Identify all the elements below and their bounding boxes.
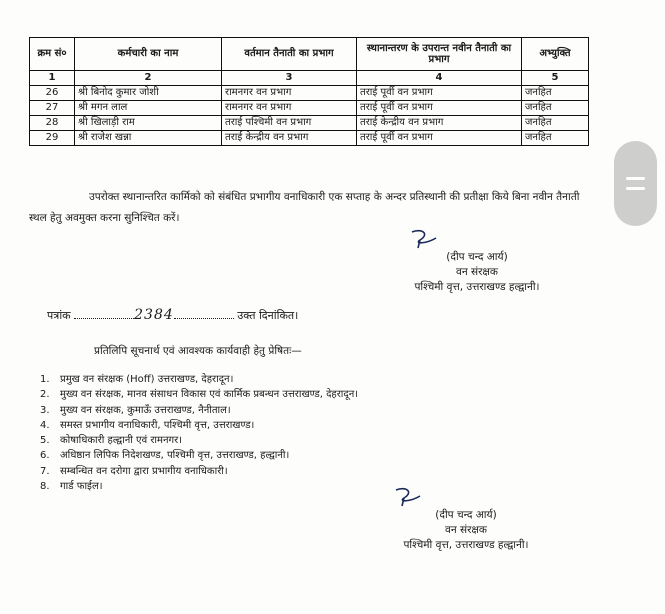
reference-line xyxy=(47,307,298,323)
signature-mark-icon xyxy=(392,228,452,250)
signature-block-1 xyxy=(392,228,562,295)
table-row xyxy=(30,101,589,116)
col-header-remark: अभ्युक्ति xyxy=(522,38,589,71)
row-name: श्री राजेश खन्ना xyxy=(75,131,222,146)
column-number-row xyxy=(30,71,589,86)
copy-list xyxy=(40,372,358,494)
row-new: तराई पूर्वी वन प्रभाग xyxy=(357,131,522,146)
row-current: रामनगर वन प्रभाग xyxy=(222,101,357,116)
col-number: 5 xyxy=(522,71,589,86)
row-new: तराई केन्द्रीय वन प्रभाग xyxy=(357,116,522,131)
row-remark: जनहित xyxy=(522,131,589,146)
row-current: रामनगर वन प्रभाग xyxy=(222,86,357,101)
row-new: तराई पूर्वी वन प्रभाग xyxy=(357,86,522,101)
copy-heading: प्रतिलिपि सूचनार्थ एवं आवश्यक कार्यवाही हेतु प्रेषितः— xyxy=(94,345,302,357)
row-name: श्री बिनोद कुमार जोशी xyxy=(75,86,222,101)
row-sno: 29 xyxy=(30,131,75,146)
signatory-name: (दीप चन्द आर्य) xyxy=(435,509,497,521)
col-header-sno: क्रम सं० xyxy=(30,38,75,71)
list-item: 2. मुख्य वन संरक्षक, मानव संसाधन विकास एवं कार्मिक प्रबन्धन उत्तराखण्ड, देहरादून। xyxy=(40,389,359,401)
instruction-paragraph: उपरोक्त स्थानान्तरित कार्मिको को संबंधित प्रभागीय वनाधिकारी एक सप्ताह के अन्दर प्रतिस्थानी की प्रतीक्षा किये बिना नवीन तैनाती स्थल हेतु अवमुक्त करना सुनिश्चित करें। xyxy=(29,191,580,224)
row-remark: जनहित xyxy=(522,101,589,116)
reference-label: पत्रांक xyxy=(47,309,71,322)
row-new: तराई पूर्वी वन प्रभाग xyxy=(357,101,522,116)
row-sno: 28 xyxy=(30,116,75,131)
table-row xyxy=(30,131,589,146)
col-number: 1 xyxy=(30,71,75,86)
reference-number: 2384 xyxy=(134,307,174,323)
table-row xyxy=(30,86,589,101)
list-item: 3. मुख्य वन संरक्षक, कुमाऊँ उत्तराखण्ड, नैनीताल। xyxy=(40,404,231,416)
scroll-handle[interactable] xyxy=(614,141,657,226)
handle-grip-icon xyxy=(626,187,645,190)
table-header-row xyxy=(30,38,589,71)
row-name: श्री खिलाड़ी राम xyxy=(75,116,222,131)
row-remark: जनहित xyxy=(522,116,589,131)
handle-grip-icon xyxy=(626,177,645,180)
signatory-office: पश्चिमी वृत्त, उत्तराखण्ड हल्द्वानी। xyxy=(403,539,529,551)
col-header-name: कर्मचारी का नाम xyxy=(75,38,222,71)
col-number: 3 xyxy=(222,71,357,86)
signatory-name: (दीप चन्द आर्य) xyxy=(446,251,508,263)
list-item: 1. प्रमुख वन संरक्षक (Hoff) उत्तराखण्ड, देहरादून। xyxy=(40,374,234,385)
reference-suffix: उक्त दिनांकित। xyxy=(237,309,299,322)
signature-mark-icon xyxy=(376,486,436,508)
table-row xyxy=(30,116,589,131)
list-item: 4. समस्त प्रभागीय वनाधिकारी, पश्चिमी वृत्त, उत्तराखण्ड। xyxy=(40,419,255,431)
signatory-designation: वन संरक्षक xyxy=(456,266,498,278)
list-item: 5. कोषाधिकारी हल्द्वानी एवं रामनगर। xyxy=(40,435,183,447)
row-current: तराई केन्द्रीय वन प्रभाग xyxy=(222,131,357,146)
row-name: श्री मगन लाल xyxy=(75,101,222,116)
signature-block-2 xyxy=(376,486,556,553)
row-sno: 26 xyxy=(30,86,75,101)
col-header-current: वर्तमान तैनाती का प्रभाग xyxy=(222,38,357,71)
list-item: 7. सम्बन्धित वन दरोगा द्वारा प्रभागीय वनाधिकारी। xyxy=(40,465,228,477)
row-current: तराई पश्चिमी वन प्रभाग xyxy=(222,116,357,131)
signatory-designation: वन संरक्षक xyxy=(445,524,487,536)
transfer-table xyxy=(29,37,589,146)
col-number: 4 xyxy=(357,71,522,86)
col-number: 2 xyxy=(75,71,222,86)
list-item: 8. गार्ड फाईल। xyxy=(40,481,103,493)
col-header-new: स्थानान्तरण के उपरान्त नवीन तैनाती का प्रभाग xyxy=(357,38,522,71)
row-remark: जनहित xyxy=(522,86,589,101)
list-item: 6. अधिष्ठान लिपिक निदेशखण्ड, पश्चिमी वृत्त, उत्तराखण्ड, हल्द्वानी। xyxy=(40,450,290,462)
row-sno: 27 xyxy=(30,101,75,116)
signatory-office: पश्चिमी वृत्त, उत्तराखण्ड हल्द्वानी। xyxy=(414,281,540,293)
